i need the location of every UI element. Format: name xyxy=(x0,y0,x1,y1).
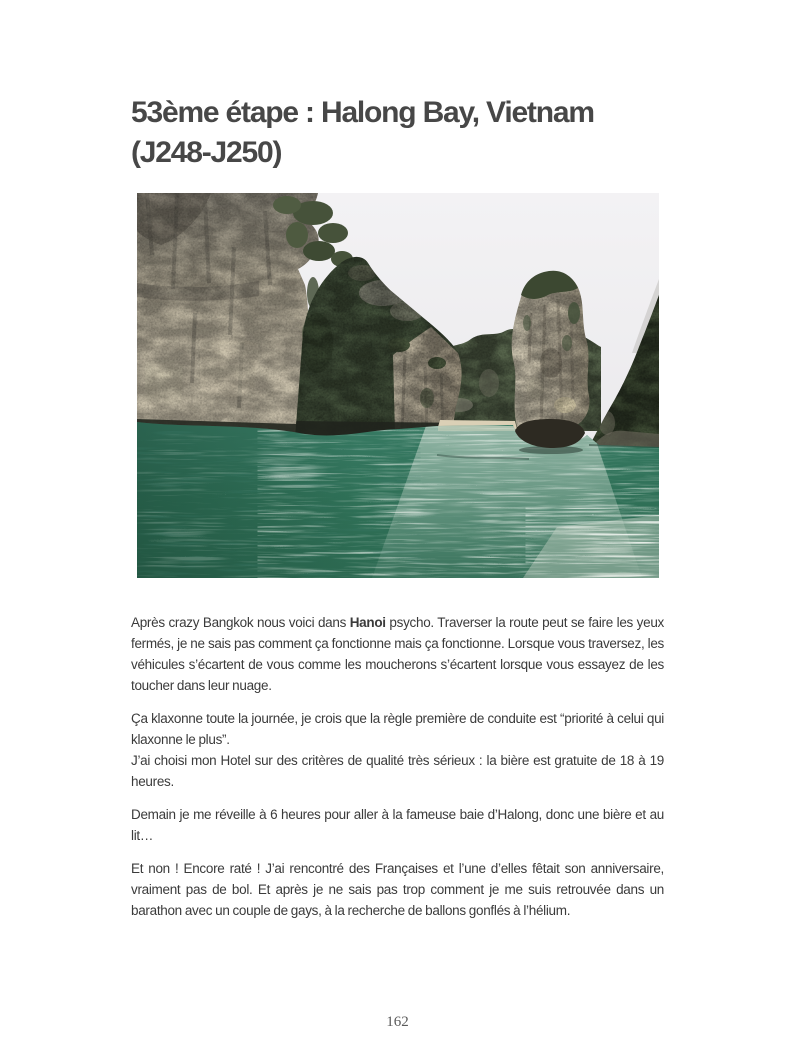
article-body xyxy=(131,612,664,921)
page-number: 162 xyxy=(386,1014,409,1030)
paragraph-1-end: psycho. Traverser la route peut se faire les yeux fermés, je ne sais pas comment ça fonctionne mais ça fonctionne. Lorsque vous traversez, les véhicules s’écartent de vous comme les moucherons s’écartent lorsque vous essayez de les toucher dans leur nuage. xyxy=(131,615,664,693)
paragraph-1-start: Après crazy Bangkok nous voici dans xyxy=(131,615,350,630)
paragraph-1 xyxy=(131,612,664,696)
paragraph-2-line-1: Ça klaxonne toute la journée, je crois que la règle première de conduite est “priorité à celui qui klaxonne le plus”. xyxy=(131,711,664,747)
page-content xyxy=(131,93,664,933)
paragraph-2 xyxy=(131,708,664,792)
halong-bay-photo xyxy=(137,193,659,578)
paragraph-2-line-2: J’ai choisi mon Hotel sur des critères de qualité très sérieux : la bière est gratuite de 18 à 19 heures. xyxy=(131,753,664,789)
bold-hanoi: Hanoi xyxy=(349,615,386,630)
paragraph-4: Et non ! Encore raté ! J’ai rencontré des Françaises et l’une d’elles fêtait son anniversaire, vraiment pas de bol. Et après je ne sais pas trop comment je me suis retrouvée dans un barathon avec un couple de gays, à la recherche de ballons gonflés à l’hélium. xyxy=(131,861,664,918)
page-title: 53ème étape : Halong Bay, Vietnam (J248-J250) xyxy=(131,96,594,169)
paragraph-3: Demain je me réveille à 6 heures pour aller à la fameuse baie d’Halong, donc une bière et au lit… xyxy=(131,807,664,843)
halong-bay-photo-illustration xyxy=(137,193,659,578)
